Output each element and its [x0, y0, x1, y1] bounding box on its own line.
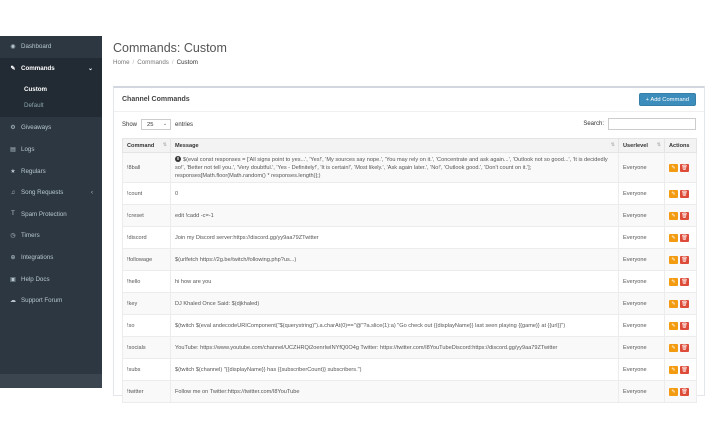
message-cell: [171, 205, 619, 227]
sidebar-item-help-docs[interactable]: [0, 268, 102, 290]
row-actions: [669, 234, 692, 242]
delete-icon[interactable]: 🗑: [681, 278, 688, 285]
search-input[interactable]: [608, 118, 696, 130]
sidebar-item-label: Support Forum: [21, 297, 63, 305]
sidebar-subitem-label: Custom: [24, 85, 48, 93]
userlevel-cell: Everyone: [619, 227, 665, 249]
row-actions: [669, 366, 692, 374]
giveaways-icon: ⚙: [10, 125, 16, 132]
spam-icon: T: [11, 211, 15, 218]
commands-table: [122, 138, 697, 403]
commands-icon: ✎: [10, 65, 16, 72]
message-text: Follow me on Twitter:https://twitter.com/I8YouTube: [175, 388, 300, 395]
sidebar-item-song-requests[interactable]: [0, 182, 102, 204]
sidebar-item-dashboard[interactable]: [0, 36, 102, 58]
column-header-command[interactable]: [123, 139, 171, 153]
delete-icon[interactable]: 🗑: [681, 344, 688, 351]
userlevel-cell: Everyone: [619, 381, 665, 403]
edit-icon[interactable]: ✎: [669, 366, 678, 374]
command-cell: !so: [123, 315, 171, 337]
sidebar-item-integrations[interactable]: [0, 247, 102, 269]
edit-icon[interactable]: ✎: [669, 300, 678, 308]
sort-icon: ⇅: [610, 142, 615, 148]
message-text: 0: [175, 190, 179, 197]
table-header-row: [123, 139, 697, 153]
userlevel-cell: Everyone: [619, 153, 665, 183]
message-text: Join my Discord server:https://discord.gg/yy9aa79ZTwitter: [175, 234, 319, 241]
command-cell: !creset: [123, 205, 171, 227]
delete-icon[interactable]: 🗑: [681, 388, 688, 395]
message-text: edit !cadd -c=-1: [175, 212, 214, 219]
sidebar-subitem-custom[interactable]: [0, 81, 102, 97]
sidebar-item-label: Giveaways: [21, 124, 52, 132]
sidebar-item-label: Help Docs: [21, 275, 50, 283]
command-cell: !8ball: [123, 153, 171, 183]
table-row: [123, 359, 697, 381]
delete-icon[interactable]: 🗑: [681, 256, 688, 263]
sidebar-item-label: Dashboard: [21, 43, 52, 51]
sidebar-subitem-default[interactable]: [0, 97, 102, 113]
userlevel-cell: Everyone: [619, 271, 665, 293]
add-command-button[interactable]: + Add Command: [639, 93, 696, 106]
message-cell: [171, 359, 619, 381]
command-cell: !followage: [123, 249, 171, 271]
userlevel-cell: Everyone: [619, 249, 665, 271]
sidebar-subitem-label: Default: [24, 101, 44, 109]
delete-icon[interactable]: 🗑: [681, 164, 688, 171]
column-header-message[interactable]: [171, 139, 619, 153]
actions-cell: [665, 293, 697, 315]
table-row: [123, 227, 697, 249]
edit-icon[interactable]: ✎: [669, 212, 678, 220]
table-row: [123, 271, 697, 293]
table-controls: [114, 112, 704, 132]
userlevel-cell: Everyone: [619, 205, 665, 227]
row-actions: [669, 388, 692, 396]
chevron-down-icon: ⌄: [87, 65, 93, 72]
row-actions: [669, 322, 692, 330]
command-cell: !count: [123, 183, 171, 205]
command-cell: !key: [123, 293, 171, 315]
actions-cell: [665, 381, 697, 403]
userlevel-cell: Everyone: [619, 359, 665, 381]
command-cell: !hello: [123, 271, 171, 293]
sort-icon: ⇅: [656, 142, 661, 148]
message-cell: [171, 249, 619, 271]
message-cell: [171, 271, 619, 293]
sidebar-item-spam-protection[interactable]: [0, 204, 102, 226]
actions-cell: [665, 337, 697, 359]
delete-icon[interactable]: 🗑: [681, 212, 688, 219]
help-icon: ▣: [10, 276, 16, 283]
integrations-icon: ⊕: [10, 255, 16, 262]
message-cell: [171, 183, 619, 205]
sidebar-item-regulars[interactable]: [0, 160, 102, 182]
table-row: [123, 381, 697, 403]
sidebar-item-support-forum[interactable]: [0, 290, 102, 312]
message-text: DJ Khaled Once Said: $(djkhaled): [175, 300, 260, 307]
breadcrumb-home[interactable]: Home: [113, 59, 130, 66]
command-cell: !twitter: [123, 381, 171, 403]
column-label: Actions: [669, 142, 690, 149]
row-actions: [669, 300, 692, 308]
message-text: YouTube: https://www.youtube.com/channel/UCZHRQi2oenrIwINYfQ0O4g Twitter: https://twitter.com/I8YouTubeDiscord:https://discord.gg/yy9aa79ZTwitter: [175, 344, 558, 351]
breadcrumb-commands[interactable]: Commands: [137, 59, 169, 66]
box-header: [114, 88, 704, 112]
forum-icon: ☁: [10, 298, 16, 305]
edit-icon[interactable]: ✎: [669, 344, 678, 352]
actions-cell: [665, 153, 697, 183]
eight-ball-icon: 8: [176, 156, 180, 162]
table-row: [123, 205, 697, 227]
sidebar-item-commands[interactable]: [0, 58, 102, 80]
table-row: [123, 249, 697, 271]
table-row: [123, 153, 697, 183]
message-text: $(twitch $(eval andecodeURIComponent("$(querystring)").a.charAt(0)=="@"?a.slice(1):a) "Go check out {{displayName}} last seen playing {{game}} at {{url}}"): [175, 322, 566, 329]
row-actions: [669, 190, 692, 198]
message-text: $(eval const responses = ['All signs point to yes...', 'Yes!', 'My sources say nope.', 'You may rely on it.', 'Concentrate and ask again...', 'Outlook not so good...', 'It is decidedly so!', 'Better not tell you.', 'Very doubtful.', 'Yes - Definitely!', 'It is certain!', 'Most likely.', 'Ask again later.', 'No!', 'Outlook good.', 'Don't count on it.']; responses[Math.floor(Math.random() * responses.length)];): [175, 156, 608, 179]
column-header-userlevel[interactable]: [619, 139, 665, 153]
message-cell: [171, 293, 619, 315]
column-label: Userlevel: [623, 142, 648, 149]
actions-cell: [665, 227, 697, 249]
edit-icon[interactable]: ✎: [669, 164, 678, 172]
star-icon: ★: [10, 168, 16, 175]
logs-icon: ▤: [10, 147, 16, 154]
sidebar-footer: [0, 374, 102, 388]
userlevel-cell: Everyone: [619, 293, 665, 315]
delete-icon[interactable]: 🗑: [681, 322, 688, 329]
sidebar: [0, 36, 102, 388]
sort-icon: ⇅: [162, 142, 167, 148]
command-cell: !discord: [123, 227, 171, 249]
sidebar-item-label: Song Requests: [21, 189, 64, 197]
channel-commands-box: [113, 86, 705, 396]
page-length-value: 25: [147, 121, 154, 128]
dashboard-icon: ◉: [10, 44, 16, 51]
actions-cell: [665, 359, 697, 381]
sidebar-item-label: Spam Protection: [21, 210, 67, 218]
message-cell: [171, 315, 619, 337]
music-icon: ♫: [10, 189, 16, 196]
row-actions: [669, 164, 692, 172]
entries-label: entries: [175, 121, 194, 128]
table-row: [123, 293, 697, 315]
userlevel-cell: Everyone: [619, 337, 665, 359]
userlevel-cell: Everyone: [619, 315, 665, 337]
message-cell: [171, 227, 619, 249]
delete-icon[interactable]: 🗑: [681, 190, 688, 197]
actions-cell: [665, 271, 697, 293]
chevron-down-icon: ⌄: [162, 121, 168, 127]
delete-icon[interactable]: 🗑: [681, 300, 688, 307]
actions-cell: [665, 315, 697, 337]
search-label: Search:: [583, 121, 604, 127]
commands-submenu: [0, 79, 102, 117]
edit-icon[interactable]: ✎: [669, 190, 678, 198]
edit-icon[interactable]: ✎: [669, 234, 678, 242]
table-row: [123, 315, 697, 337]
edit-icon[interactable]: ✎: [669, 322, 678, 330]
message-cell: [171, 381, 619, 403]
table-row: [123, 337, 697, 359]
actions-cell: [665, 183, 697, 205]
edit-icon[interactable]: ✎: [669, 388, 678, 396]
page-title: Commands: Custom: [113, 41, 227, 55]
message-cell: [171, 153, 619, 183]
sidebar-item-logs[interactable]: [0, 139, 102, 161]
sidebar-item-label: Regulars: [21, 167, 46, 175]
row-actions: [669, 212, 692, 220]
column-label: Message: [175, 142, 199, 149]
breadcrumb-current: Custom: [176, 59, 198, 66]
delete-icon[interactable]: 🗑: [681, 366, 688, 373]
page-length-control: [122, 119, 193, 130]
command-cell: !socials: [123, 337, 171, 359]
edit-icon[interactable]: ✎: [669, 256, 678, 264]
search-control: [583, 118, 696, 130]
breadcrumb: Home / Commands / Custom: [113, 59, 198, 66]
show-label: Show: [122, 121, 138, 128]
message-cell: [171, 337, 619, 359]
column-label: Command: [127, 142, 155, 149]
sidebar-item-giveaways[interactable]: [0, 117, 102, 139]
userlevel-cell: Everyone: [619, 183, 665, 205]
sidebar-item-timers[interactable]: [0, 225, 102, 247]
delete-icon[interactable]: 🗑: [681, 234, 688, 241]
actions-cell: [665, 249, 697, 271]
actions-cell: [665, 205, 697, 227]
column-header-actions: [665, 139, 697, 153]
sidebar-item-label: Timers: [21, 232, 40, 240]
row-actions: [669, 256, 692, 264]
box-title: Channel Commands: [122, 96, 190, 103]
row-actions: [669, 344, 692, 352]
sidebar-item-label: Logs: [21, 146, 35, 154]
sidebar-item-label: Integrations: [21, 254, 54, 262]
message-text: $(urlfetch https://2g.be/twitch/following.php?us...): [175, 256, 297, 263]
sidebar-item-label: Commands: [21, 64, 55, 72]
message-text: hi how are you: [175, 278, 212, 285]
message-text: $(twitch $(channel) "{{displayName}} has {{subscriberCount}} subscribers."): [175, 366, 362, 373]
row-actions: [669, 278, 692, 286]
page-length-select[interactable]: [141, 119, 171, 130]
edit-icon[interactable]: ✎: [669, 278, 678, 286]
command-cell: !subs: [123, 359, 171, 381]
chevron-left-icon: ‹: [91, 189, 93, 196]
clock-icon: ◷: [10, 233, 16, 240]
table-row: [123, 183, 697, 205]
